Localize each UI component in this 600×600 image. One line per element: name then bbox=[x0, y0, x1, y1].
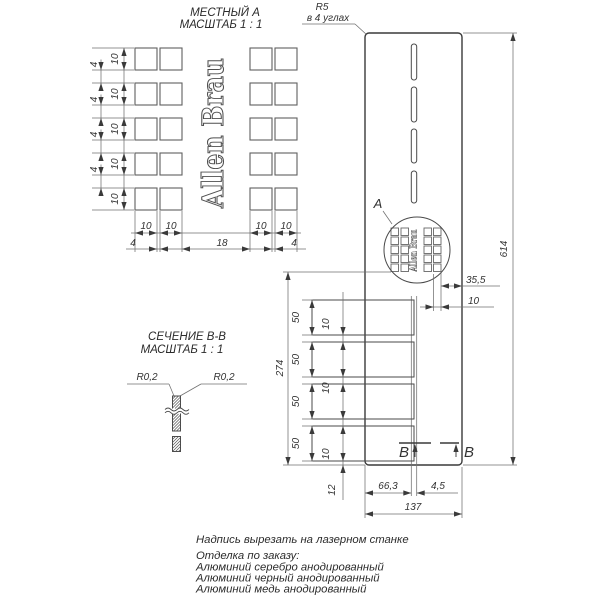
logo-text-small: Allen Brau bbox=[409, 217, 420, 272]
dim-arrowhead bbox=[340, 369, 345, 377]
hatch-line bbox=[173, 414, 179, 420]
dim-label: 50 bbox=[291, 437, 302, 450]
hatch-line bbox=[176, 447, 181, 452]
dim-arrowhead bbox=[264, 246, 272, 251]
note-leader bbox=[180, 384, 201, 396]
dim-arrowhead bbox=[510, 33, 515, 41]
pattern-square bbox=[401, 264, 409, 272]
dim-arrowhead bbox=[365, 511, 373, 516]
dim-label: 50 bbox=[291, 311, 302, 324]
dim-arrowhead bbox=[340, 411, 345, 419]
dim-label: 50 bbox=[291, 353, 302, 366]
corner-radius-note: R5 bbox=[315, 2, 329, 13]
dim-label: 10 bbox=[110, 123, 121, 135]
note-leader bbox=[355, 24, 367, 35]
pattern-square bbox=[424, 237, 432, 245]
dim-label: 4 bbox=[89, 166, 100, 173]
section-mark-left: В bbox=[398, 444, 410, 461]
dim-label: 10 bbox=[165, 221, 177, 232]
dim-arrowhead bbox=[275, 246, 283, 251]
note-leader bbox=[169, 384, 174, 396]
grid-square bbox=[275, 188, 297, 210]
grid-square bbox=[135, 153, 157, 175]
dim-label: 10 bbox=[110, 88, 121, 100]
dim-arrowhead bbox=[453, 444, 458, 452]
grid-square bbox=[135, 48, 157, 70]
dim-arrowhead bbox=[121, 167, 126, 175]
dim-label: 10 bbox=[321, 382, 332, 394]
thin-slot-segment bbox=[411, 129, 416, 163]
dim-arrowhead bbox=[340, 426, 345, 434]
thin-slot-segment bbox=[411, 171, 416, 203]
section-mark-right: В bbox=[463, 444, 475, 461]
dim-label: 10 bbox=[280, 221, 292, 232]
dim-label: 10 bbox=[140, 221, 152, 232]
dim-arrowhead bbox=[441, 304, 449, 309]
pattern-square bbox=[391, 264, 399, 272]
dim-arrowhead bbox=[121, 188, 126, 196]
dim-label: 10 bbox=[110, 193, 121, 205]
grid-square bbox=[160, 188, 182, 210]
main-view bbox=[275, 2, 517, 518]
pattern-square bbox=[434, 264, 442, 272]
radius-note-left: R0,2 bbox=[136, 372, 158, 383]
dim-arrowhead bbox=[417, 490, 425, 495]
break-line bbox=[165, 411, 189, 414]
grid-square bbox=[135, 118, 157, 140]
dim-arrowhead bbox=[121, 62, 126, 70]
dim-label: 4 bbox=[130, 238, 136, 249]
dim-arrowhead bbox=[309, 342, 314, 350]
dim-274: 274 bbox=[275, 359, 286, 377]
dim-arrowhead bbox=[340, 465, 345, 473]
grid-square bbox=[275, 48, 297, 70]
dim-arrowhead bbox=[309, 300, 314, 308]
pattern-square bbox=[424, 264, 432, 272]
dim-arrowhead bbox=[340, 453, 345, 461]
grid-square bbox=[275, 118, 297, 140]
pattern-square bbox=[434, 237, 442, 245]
dim-arrowhead bbox=[121, 132, 126, 140]
dim-arrowhead bbox=[454, 283, 462, 288]
grid-square bbox=[250, 188, 272, 210]
dim-pattern-offset: 35,5 bbox=[466, 275, 486, 286]
dim-arrowhead bbox=[309, 426, 314, 434]
grid-square bbox=[160, 83, 182, 105]
dim-arrowhead bbox=[340, 327, 345, 335]
local-view-title: МЕСТНЫЙ А bbox=[190, 7, 260, 19]
dim-arrowhead bbox=[285, 272, 290, 280]
dim-arrowhead bbox=[309, 411, 314, 419]
dim-arrowhead bbox=[340, 384, 345, 392]
dim-width-137: 137 bbox=[404, 502, 422, 513]
section-view-bb bbox=[127, 331, 247, 452]
pattern-square bbox=[401, 237, 409, 245]
corner-radius-note-2: в 4 углах bbox=[306, 13, 350, 24]
dim-label: 10 bbox=[321, 318, 332, 330]
dim-arrowhead bbox=[340, 342, 345, 350]
break-line bbox=[165, 408, 189, 411]
logo-text-large: Allen Brau bbox=[196, 34, 230, 208]
pattern-square bbox=[434, 228, 442, 236]
dim-arrowhead bbox=[121, 48, 126, 56]
grid-square bbox=[275, 153, 297, 175]
dim-label: 10 bbox=[110, 53, 121, 65]
dim-label: 50 bbox=[291, 395, 302, 408]
note-finish-black: Алюминий черный анодированный bbox=[196, 572, 380, 585]
local-view-a bbox=[89, 6, 306, 252]
dim-arrowhead bbox=[242, 246, 250, 251]
grid-square bbox=[250, 48, 272, 70]
dim-arrowhead bbox=[309, 384, 314, 392]
dim-label: 10 bbox=[110, 158, 121, 170]
dim-arrowhead bbox=[121, 153, 126, 161]
dim-pattern-col: 10 bbox=[468, 296, 480, 307]
pattern-square bbox=[391, 246, 399, 254]
grid-square bbox=[250, 118, 272, 140]
notes-block bbox=[195, 534, 409, 596]
dim-arrowhead bbox=[454, 511, 462, 516]
thin-slot-segment bbox=[411, 44, 416, 80]
dim-66-3: 66,3 bbox=[378, 481, 398, 492]
dim-arrowhead bbox=[285, 457, 290, 465]
dim-arrowhead bbox=[98, 118, 103, 126]
hatch-line bbox=[174, 424, 181, 431]
pattern-square bbox=[391, 228, 399, 236]
dim-arrowhead bbox=[403, 490, 411, 495]
dim-arrowhead bbox=[121, 202, 126, 210]
dim-label: 10 bbox=[321, 448, 332, 460]
pattern-square bbox=[424, 255, 432, 263]
pattern-square bbox=[391, 237, 399, 245]
dim-12: 12 bbox=[327, 484, 338, 496]
dim-label: 4 bbox=[89, 96, 100, 103]
local-view-scale: МАСШТАБ 1 : 1 bbox=[179, 19, 263, 31]
dim-arrowhead bbox=[160, 246, 168, 251]
slot bbox=[312, 342, 414, 377]
grid-square bbox=[135, 83, 157, 105]
dim-label: 10 bbox=[255, 221, 267, 232]
grid-square bbox=[135, 188, 157, 210]
dim-arrowhead bbox=[426, 304, 434, 309]
dim-height-614: 614 bbox=[499, 240, 510, 258]
dim-arrowhead bbox=[309, 327, 314, 335]
grid-square bbox=[160, 48, 182, 70]
hatch-line bbox=[173, 437, 179, 443]
dim-arrowhead bbox=[121, 118, 126, 126]
dim-arrowhead bbox=[98, 83, 103, 91]
note-finish-silver: Алюминий серебро анодированный bbox=[196, 561, 384, 574]
detail-a-label: А bbox=[373, 196, 383, 211]
dim-arrowhead bbox=[149, 246, 157, 251]
pattern-square bbox=[391, 255, 399, 263]
pattern-square bbox=[401, 255, 409, 263]
radius-note-right: R0,2 bbox=[213, 372, 235, 383]
grid-square bbox=[160, 118, 182, 140]
dim-arrowhead bbox=[121, 83, 126, 91]
hatch-line bbox=[173, 396, 179, 402]
dim-arrowhead bbox=[309, 369, 314, 377]
dim-label: 4 bbox=[89, 61, 100, 68]
section-title: СЕЧЕНИЕ В-В bbox=[148, 331, 226, 343]
dim-arrowhead bbox=[182, 246, 190, 251]
detail-leader bbox=[383, 211, 392, 224]
pattern-square bbox=[401, 246, 409, 254]
dim-arrowhead bbox=[98, 153, 103, 161]
dim-label: 18 bbox=[216, 238, 228, 249]
note-finish-header: Отделка по заказу: bbox=[196, 550, 300, 562]
grid-square bbox=[275, 83, 297, 105]
pattern-square bbox=[401, 228, 409, 236]
grid-square bbox=[250, 83, 272, 105]
dim-arrowhead bbox=[510, 457, 515, 465]
dim-arrowhead bbox=[98, 188, 103, 196]
note-finish-copper: Алюминий медь анодированный bbox=[196, 583, 367, 596]
dim-4-5: 4,5 bbox=[431, 481, 445, 492]
dim-label: 4 bbox=[89, 131, 100, 138]
dim-label: 4 bbox=[291, 238, 297, 249]
dim-arrowhead bbox=[121, 97, 126, 105]
pattern-square bbox=[424, 246, 432, 254]
section-scale: МАСШТАБ 1 : 1 bbox=[140, 344, 224, 356]
note-laser: Надпись вырезать на лазерном станке bbox=[196, 534, 409, 546]
thin-slot-segment bbox=[411, 87, 416, 122]
pattern-square bbox=[434, 246, 442, 254]
pattern-square bbox=[424, 228, 432, 236]
grid-square bbox=[250, 153, 272, 175]
dim-arrowhead bbox=[441, 283, 449, 288]
dim-arrowhead bbox=[309, 453, 314, 461]
dim-arrowhead bbox=[365, 490, 373, 495]
pattern-square bbox=[434, 255, 442, 263]
grid-square bbox=[160, 153, 182, 175]
